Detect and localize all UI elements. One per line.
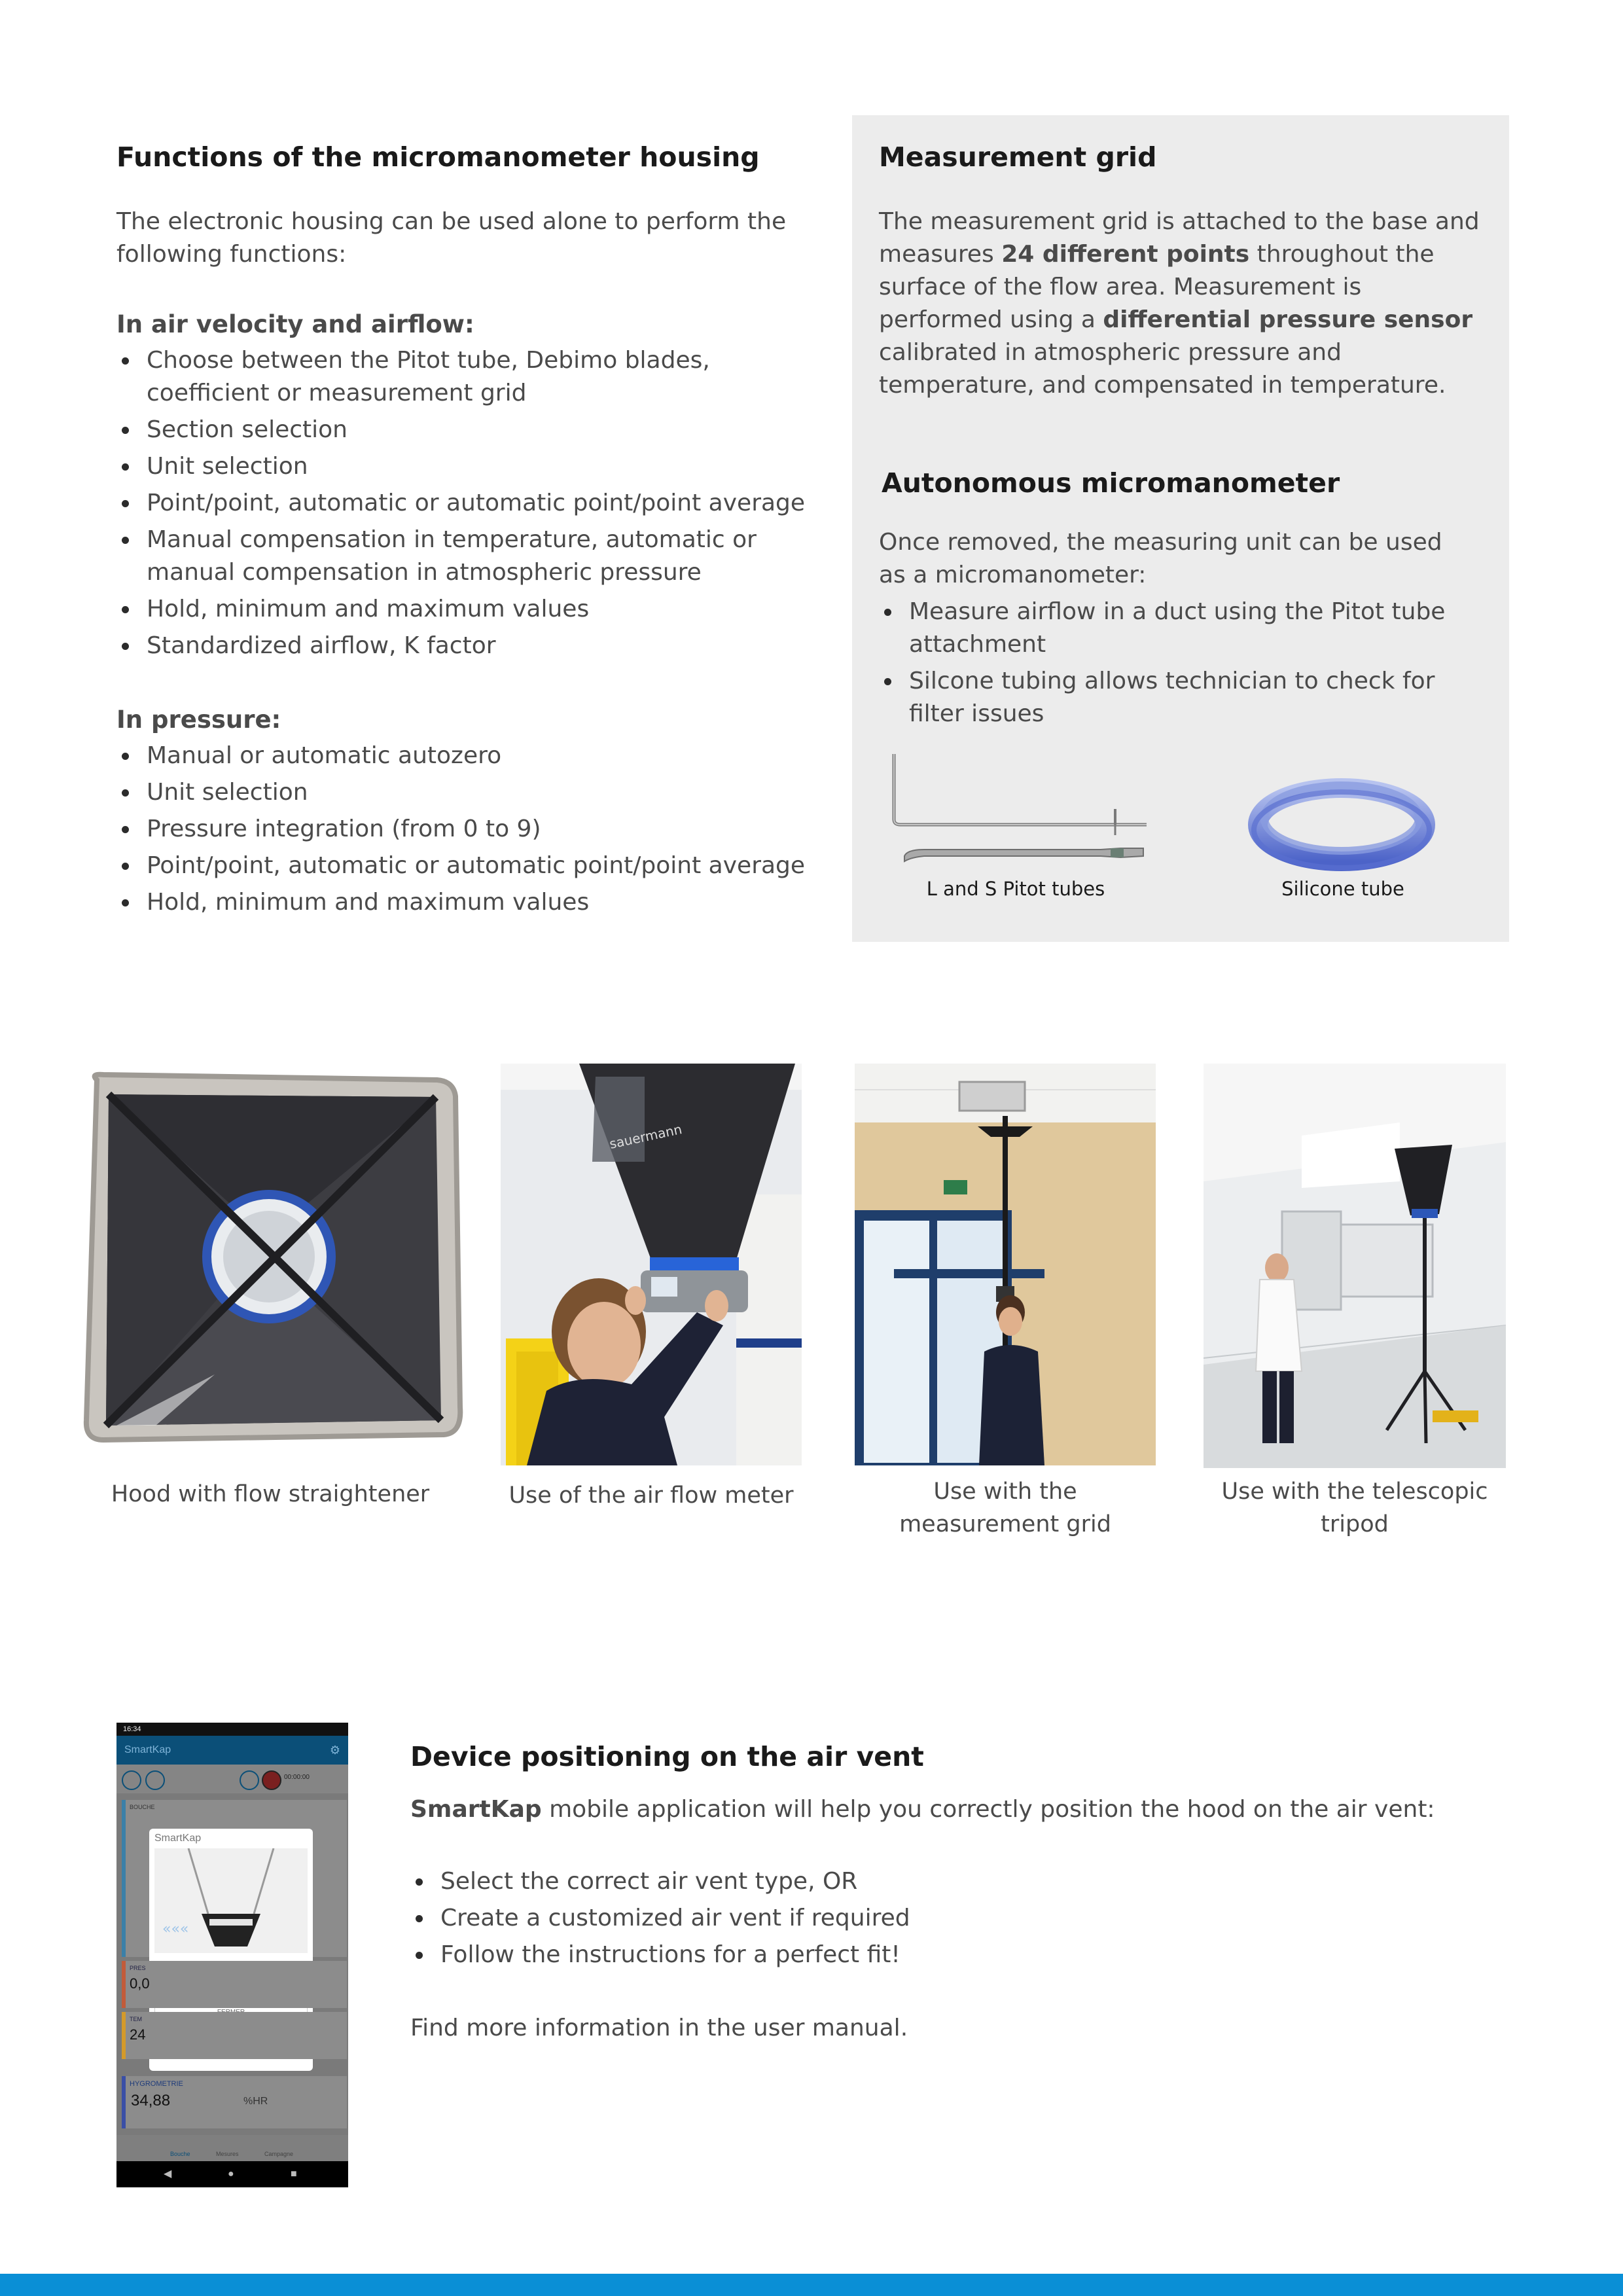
photo-caption-2: Use of the air flow meter: [508, 1482, 794, 1509]
phone-section-label: BOUCHE: [130, 1804, 155, 1810]
telescopic-tripod-photo: [1204, 1064, 1506, 1468]
air-flow-meter-photo: [501, 1064, 802, 1465]
pitot-tubes-image: [885, 751, 1147, 869]
settings-circle-icon[interactable]: [122, 1770, 141, 1790]
list-item: Point/point, automatic or automatic point/point average: [116, 487, 823, 520]
phone-card-pressure: [122, 1961, 347, 2008]
device-title: Device positioning on the air vent: [410, 1741, 924, 1772]
phone-timer: 00:00:00: [284, 1774, 310, 1781]
device-intro-text: mobile application will help you correctly position the hood on the air vent:: [541, 1796, 1435, 1823]
functions-title: Functions of the micromanometer housing: [116, 141, 760, 173]
phone-hygrometry-value: 34,88: [131, 2092, 171, 2109]
device-more-info: Find more information in the user manual.: [410, 2015, 908, 2041]
phone-pressure-label: PRES: [130, 1965, 146, 1971]
list-item: Measure airflow in a duct using the Pitot tube attachment: [879, 596, 1468, 661]
list-item: Hold, minimum and maximum values: [116, 886, 823, 919]
phone-temperature-label: TEM: [130, 2016, 142, 2022]
svg-text:«««: «««: [162, 1921, 189, 1937]
record-icon[interactable]: [262, 1770, 281, 1790]
list-item: Unit selection: [116, 776, 823, 809]
silicone-tube-image: [1238, 759, 1448, 877]
list-item: Choose between the Pitot tube, Debimo blades, coefficient or measurement grid: [116, 344, 823, 410]
auto-list: [879, 596, 1468, 734]
grid-text: [879, 206, 1488, 402]
phone-time: 16:34: [123, 1725, 141, 1733]
auto-intro: Once removed, the measuring unit can be used as a micromanometer:: [879, 529, 1442, 588]
photo-caption-3: Use with the measurement grid: [899, 1479, 1111, 1537]
gear-icon[interactable]: ⚙: [329, 1744, 340, 1757]
list-item: Point/point, automatic or automatic point/point average: [116, 850, 823, 882]
list-item: Manual compensation in temperature, automatic or manual compensation in atmospheric pressure: [116, 524, 823, 589]
phone-hygrometry-unit: %HR: [243, 2096, 268, 2107]
hood-photo: [77, 1067, 463, 1443]
list-item: Standardized airflow, K factor: [116, 630, 823, 662]
grid-text-bold: 24 different points: [1001, 241, 1250, 268]
photo-caption-4: Use with the telescopic tripod: [1221, 1479, 1488, 1537]
pause-icon[interactable]: [240, 1770, 259, 1790]
phone-bottom-nav: [116, 2135, 348, 2161]
phone-system-nav: [116, 2161, 348, 2187]
home-icon[interactable]: ●: [228, 2168, 234, 2179]
recents-icon[interactable]: ■: [291, 2168, 297, 2179]
smartkap-phone-screenshot: [116, 1723, 348, 2187]
phone-nav-campagne[interactable]: Campagne: [264, 2151, 294, 2157]
device-intro: [410, 1793, 1484, 1826]
list-item: Hold, minimum and maximum values: [116, 593, 823, 626]
pressure-functions-list: [116, 740, 823, 923]
pitot-caption: L and S Pitot tubes: [926, 878, 1105, 900]
device-steps-list: [410, 1865, 1484, 1975]
grid-text-part: calibrated in atmospheric pressure and temperature, and compensated in temperature.: [879, 339, 1446, 399]
phone-card-temperature: [122, 2012, 347, 2059]
phone-app-title: SmartKap: [124, 1744, 171, 1755]
phone-pressure-value: 0,0: [130, 1975, 150, 1992]
silicone-caption: Silicone tube: [1281, 878, 1404, 900]
auto-title: Autonomous micromanometer: [882, 467, 1340, 499]
back-icon[interactable]: ◀: [164, 2168, 172, 2179]
sauermann-brand-text: sauermann: [608, 1121, 684, 1152]
phone-app-bar: [116, 1736, 348, 1765]
grid-text-part: throughout the surface of the flow area. Measurement is performed using a: [879, 241, 1435, 333]
functions-intro: The electronic housing can be used alone to perform the following functions:: [116, 208, 787, 268]
measurement-grid-photo: [855, 1064, 1156, 1465]
air-functions-list: [116, 344, 823, 666]
phone-toolbar: [116, 1765, 348, 1793]
list-item: Unit selection: [116, 450, 823, 483]
list-item: Pressure integration (from 0 to 9): [116, 813, 823, 846]
footer-bar: [0, 2274, 1623, 2296]
list-item: Section selection: [116, 414, 823, 446]
phone-status-bar: [116, 1723, 348, 1736]
phone-temperature-value: 24: [130, 2026, 146, 2043]
grid-text-bold: differential pressure sensor: [1103, 306, 1473, 333]
air-heading: In air velocity and airflow:: [116, 310, 474, 338]
phone-nav-mesures[interactable]: Mesures: [216, 2151, 239, 2157]
list-item: Follow the instructions for a perfect fit!: [410, 1939, 1484, 1971]
phone-card-hygrometry: [122, 2076, 347, 2128]
list-item: Create a customized air vent if required: [410, 1902, 1484, 1935]
list-item: Silcone tubing allows technician to check for filter issues: [879, 665, 1468, 730]
wave-icon[interactable]: [145, 1770, 165, 1790]
hood-position-icon: [149, 1848, 313, 1953]
photo-caption-1: Hood with flow straightener: [111, 1481, 430, 1507]
list-item: Select the correct air vent type, OR: [410, 1865, 1484, 1898]
list-item: Manual or automatic autozero: [116, 740, 823, 772]
phone-nav-bouche[interactable]: Bouche: [170, 2151, 190, 2157]
phone-dialog-title: SmartKap: [154, 1833, 202, 1844]
grid-title: Measurement grid: [879, 141, 1157, 173]
phone-hygrometry-label: HYGROMETRIE: [130, 2080, 183, 2088]
pressure-heading: In pressure:: [116, 706, 281, 734]
app-name: SmartKap: [410, 1796, 542, 1823]
grid-text-part: The measurement grid is attached to the base and measures: [879, 208, 1480, 268]
